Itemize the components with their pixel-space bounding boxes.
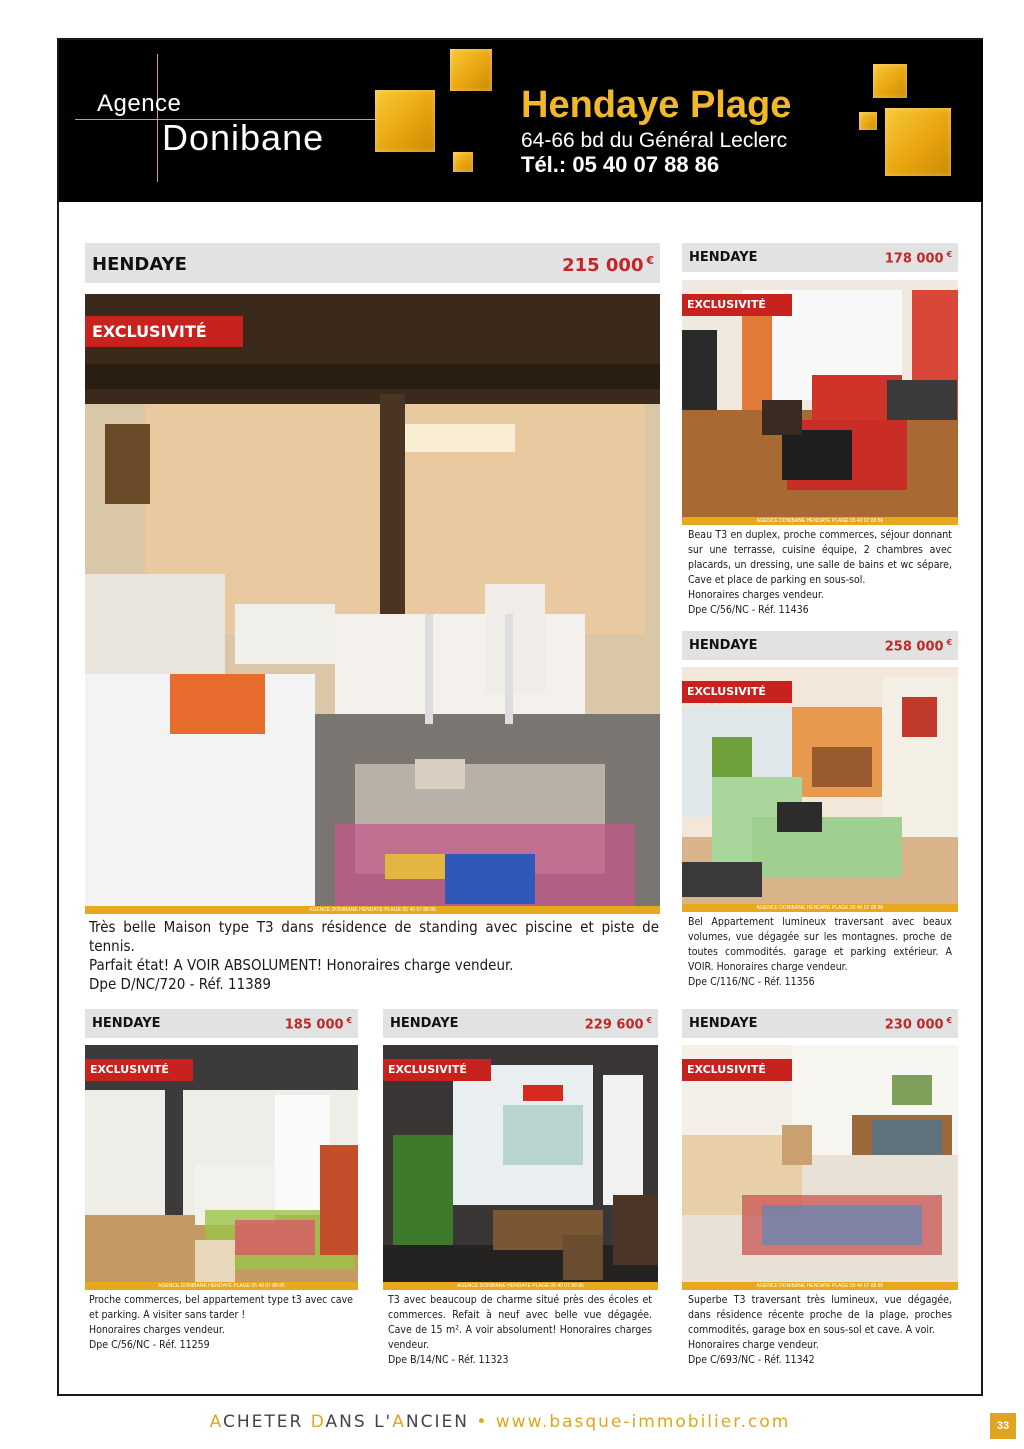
listing-city: HENDAYE bbox=[689, 638, 758, 653]
page-number: 33 bbox=[990, 1413, 1016, 1439]
exclusivity-badge: EXCLUSIVITÉ bbox=[682, 294, 792, 316]
description-text: Honoraires charges vendeur. bbox=[688, 589, 824, 601]
listing-header bbox=[682, 631, 958, 660]
description-text: Parfait état! A VOIR ABSOLUMENT! Honoraires charge vendeur. bbox=[89, 956, 514, 974]
living-room-image bbox=[85, 294, 660, 914]
listing-city: HENDAYE bbox=[689, 1016, 758, 1031]
listing-photo[interactable] bbox=[682, 667, 958, 912]
exclusivity-badge: EXCLUSIVITÉ bbox=[383, 1059, 491, 1081]
listing-header bbox=[682, 243, 958, 272]
office-address: 64-66 bd du Général Leclerc bbox=[521, 129, 788, 152]
exclusivity-badge: EXCLUSIVITÉ bbox=[682, 1059, 792, 1081]
listing-header bbox=[682, 1009, 958, 1038]
listing-price: 258 000 € bbox=[884, 638, 952, 655]
footer-text: ANS L' bbox=[325, 1412, 393, 1432]
listing-photo[interactable] bbox=[383, 1045, 658, 1290]
description-dpe: Dpe C/693/NC - Réf. 11342 bbox=[688, 1354, 815, 1366]
listing-description bbox=[388, 1293, 652, 1368]
listing-city: HENDAYE bbox=[92, 254, 187, 275]
footer-text: CHETER bbox=[222, 1412, 311, 1432]
listing-description bbox=[89, 918, 659, 994]
description-text: Proche commerces, bel appartement type t3 avec cave et parking. A visiter sans tarder ! bbox=[89, 1294, 353, 1321]
description-dpe: Dpe C/56/NC - Réf. 11259 bbox=[89, 1339, 210, 1351]
listing-price: 215 000 € bbox=[562, 254, 654, 276]
exclusivity-badge: EXCLUSIVITÉ bbox=[85, 1059, 193, 1081]
logo-square bbox=[453, 152, 473, 172]
listing-price: 178 000 € bbox=[884, 250, 952, 267]
listing-description bbox=[688, 915, 952, 990]
photo-credit: AGENCE DONIBANE HENDAYE PLAGE 05 40 07 88 86 bbox=[85, 1282, 358, 1290]
logo-rule bbox=[157, 54, 158, 182]
logo-square bbox=[859, 112, 877, 130]
photo-credit: AGENCE DONIBANE HENDAYE PLAGE 05 40 07 88 86 bbox=[682, 1282, 958, 1290]
listing-price: 230 000 € bbox=[884, 1016, 952, 1033]
footer-separator: • bbox=[468, 1412, 496, 1432]
description-dpe: Dpe C/56/NC - Réf. 11436 bbox=[688, 604, 809, 616]
description-text: T3 avec beaucoup de charme situé près des écoles et commerces. Refait à neuf avec belle vue dégagée. Cave de 15 m². A voir absolument! Honoraires charges vendeur. bbox=[388, 1294, 652, 1351]
photo-credit: AGENCE DONIBANE HENDAYE PLAGE 05 40 07 88 86 bbox=[682, 904, 958, 912]
listing-header bbox=[85, 1009, 358, 1038]
living-room-image bbox=[682, 1045, 958, 1290]
listing-city: HENDAYE bbox=[689, 250, 758, 265]
description-text: Bel Appartement lumineux traversant avec beaux volumes, vue dégagée sur les montagnes. proche de toutes commodités. garage et parking extérieur. A VOIR. Honoraires charge vendeur. bbox=[688, 916, 952, 973]
description-dpe: Dpe D/NC/720 - Réf. 11389 bbox=[89, 975, 271, 993]
listing-photo[interactable] bbox=[682, 1045, 958, 1290]
logo-square bbox=[873, 64, 907, 98]
listing-price: 185 000 € bbox=[284, 1016, 352, 1033]
description-text: Honoraires charges vendeur. bbox=[89, 1324, 225, 1336]
living-room-image bbox=[85, 1045, 358, 1290]
description-text: Honoraires charge vendeur. bbox=[688, 1339, 819, 1351]
description-dpe: Dpe B/14/NC - Réf. 11323 bbox=[388, 1354, 509, 1366]
listing-description bbox=[688, 528, 952, 618]
logo-donibane: Donibane bbox=[162, 117, 325, 158]
listing-header bbox=[383, 1009, 658, 1038]
description-text: Très belle Maison type T3 dans résidence de standing avec piscine et piste de tennis. bbox=[89, 918, 659, 955]
listing-city: HENDAYE bbox=[390, 1016, 459, 1031]
listing-photo[interactable] bbox=[85, 294, 660, 914]
description-text: Beau T3 en duplex, proche commerces, séjour donnant sur une terrasse, cuisine équipe, 2 chambres avec placards, un dressing, une salle de bains et wc sépare, Cave et place de parking en sous-sol. bbox=[688, 529, 952, 586]
listing-header bbox=[85, 243, 660, 283]
office-title: Hendaye Plage bbox=[521, 84, 792, 126]
living-room-image bbox=[682, 667, 958, 912]
exclusivity-badge: EXCLUSIVITÉ bbox=[85, 316, 243, 347]
listing-price: 229 600 € bbox=[584, 1016, 652, 1033]
logo-square bbox=[375, 90, 435, 152]
listing-description bbox=[89, 1293, 353, 1353]
photo-credit: AGENCE DONIBANE HENDAYE PLAGE 05 40 07 88 86 bbox=[682, 517, 958, 525]
exclusivity-badge: EXCLUSIVITÉ bbox=[682, 681, 792, 703]
photo-credit: AGENCE DONIBANE HENDAYE PLAGE 05 40 07 88 86 bbox=[383, 1282, 658, 1290]
description-text: Superbe T3 traversant très lumineux, vue dégagée, dans résidence récente proche de la plage, proches commodités, garage box en sous-sol et cave. A voir. bbox=[688, 1294, 952, 1336]
page-footer bbox=[0, 1412, 1000, 1432]
listing-city: HENDAYE bbox=[92, 1016, 161, 1031]
footer-initial: D bbox=[310, 1412, 326, 1432]
website-link[interactable]: www.basque-immobilier.com bbox=[495, 1412, 791, 1432]
footer-initial: A bbox=[392, 1412, 406, 1432]
kitchen-dining-image bbox=[383, 1045, 658, 1290]
listing-photo[interactable] bbox=[682, 280, 958, 525]
description-dpe: Dpe C/116/NC - Réf. 11356 bbox=[688, 976, 815, 988]
office-phone: Tél.: 05 40 07 88 86 bbox=[521, 152, 720, 177]
logo-square bbox=[885, 108, 951, 176]
listing-photo[interactable] bbox=[85, 1045, 358, 1290]
logo-agence: Agence bbox=[97, 90, 182, 117]
photo-credit: AGENCE DONIBANE HENDAYE PLAGE 05 40 07 88 86 bbox=[85, 906, 660, 914]
listing-description bbox=[688, 1293, 952, 1368]
footer-text: NCIEN bbox=[405, 1412, 469, 1432]
footer-initial: A bbox=[209, 1412, 223, 1432]
living-room-image bbox=[682, 280, 958, 525]
logo-square bbox=[450, 49, 492, 91]
